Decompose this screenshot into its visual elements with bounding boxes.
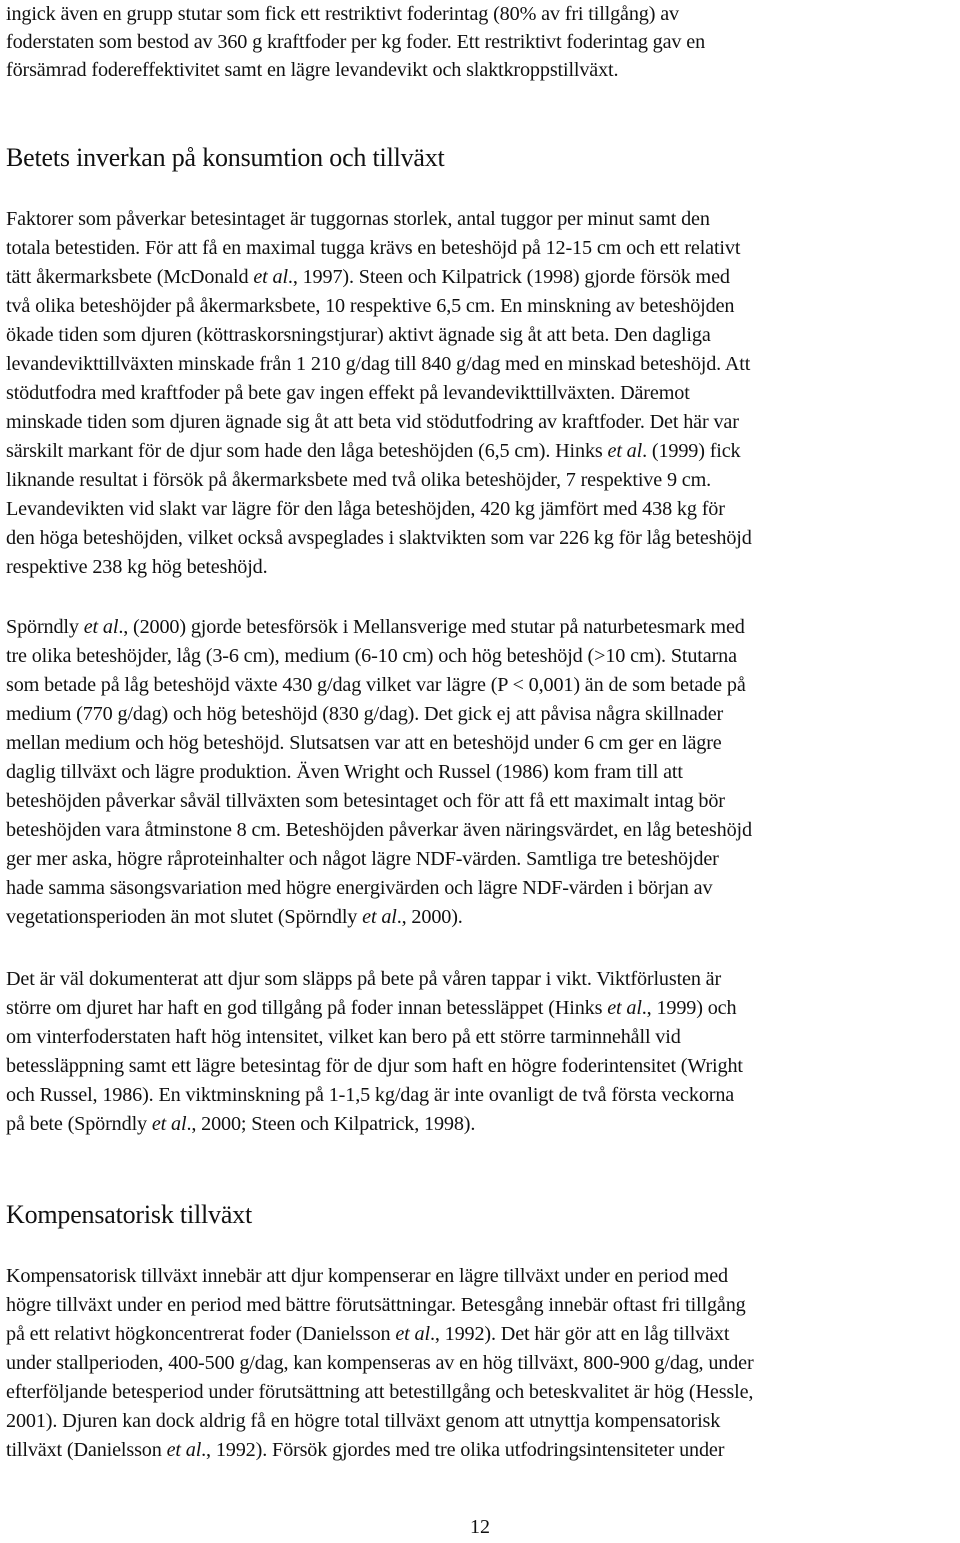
italic-run: et al [607, 440, 643, 462]
text-line [6, 1023, 681, 1052]
text-line [6, 234, 740, 263]
text-run: och Russel, 1986). En viktminskning på 1-1,5 kg/dag är inte ovanligt de två första veckorna [6, 1084, 735, 1106]
text-run: vegetationsperioden än mot slutet (Spörndly [6, 906, 363, 928]
text-line [6, 845, 719, 874]
text-line [6, 1052, 743, 1081]
text-run: betessläppning samt ett lägre betesintag för de djur som haft en högre foderintensitet (Wright [6, 1055, 743, 1077]
text-line [6, 1081, 734, 1110]
text-run: större om djuret har haft en god tillgång på foder innan betessläppet (Hinks [6, 997, 608, 1019]
text-run: Kompensatorisk tillväxt innebär att djur kompenserar en lägre tillväxt under en period med [6, 1265, 729, 1287]
text-run: om vinterfoderstaten haft hög intensitet, vilket kan bero på ett större tarminnehåll vid [6, 1026, 681, 1048]
text-line [6, 965, 721, 994]
text-line [6, 642, 737, 671]
text-run: totala betestiden. För att få en maximal tugga krävs en beteshöjd på 12-15 cm och ett relativt [6, 237, 741, 259]
text-line [6, 758, 683, 787]
text-run: som betade på låg beteshöjd växte 430 g/dag vilket var lägre (P < 0,001) än de som betade på [6, 674, 746, 696]
text-run: två olika beteshöjder på åkermarksbete, 10 respektive 6,5 cm. En minskning av beteshöjden [6, 295, 735, 317]
text-line [6, 1110, 475, 1139]
section-heading-betets-inverkan: Betets inverkan på konsumtion och tillväxt [6, 143, 445, 172]
text-run: ., 1992). Försök gjordes med tre olika utfodringsintensiteter under [201, 1439, 725, 1461]
text-line [6, 524, 752, 553]
text-line [6, 553, 268, 582]
text-line [6, 700, 723, 729]
text-run: medium (770 g/dag) och hög beteshöjd (830 g/dag). Det gick ej att påvisa några skillnader [6, 703, 724, 725]
text-run: särskilt markant för de djur som hade den låga beteshöjden (6,5 cm). Hinks [6, 440, 608, 462]
text-line [6, 205, 710, 234]
text-run: tre olika beteshöjder, låg (3-6 cm), medium (6-10 cm) och hög beteshöjd (>10 cm). Stutarna [6, 645, 737, 667]
text-run: Faktorer som påverkar betesintaget är tuggornas storlek, antal tuggor per minut samt den [6, 208, 710, 230]
italic-run: et al [166, 1439, 202, 1461]
text-run: levandevikttillväxten minskade från 1 210 g/dag till 840 g/dag med en minskad beteshöjd. Att [6, 353, 751, 375]
text-line [6, 263, 730, 292]
text-run: den höga beteshöjden, vilket också avspeglades i slaktvikten som var 226 kg för låg beteshöjd [6, 527, 752, 549]
text-line [6, 437, 741, 466]
text-line [6, 321, 711, 350]
text-run: stödutfodra med kraftfoder på bete gav ingen effekt på levandevikttillväxten. Däremot [6, 382, 690, 404]
text-line [6, 292, 734, 321]
text-run: hade samma säsongsvariation med högre energivärden och lägre NDF-värden i början av [6, 877, 713, 899]
text-run: ger mer aska, högre råproteinhalter och något lägre NDF-värden. Samtliga tre beteshöjder [6, 848, 719, 870]
text-run: ., 1997). Steen och Kilpatrick (1998) gjorde försök med [287, 266, 730, 288]
text-line [6, 1262, 728, 1291]
text-line [6, 1378, 753, 1407]
text-line [6, 994, 736, 1023]
text-run: Spörndly [6, 616, 84, 638]
intro-line-3: försämrad fodereffektivitet samt en lägre levandevikt och slaktkroppstillväxt. [6, 59, 619, 81]
page-number: 12 [470, 1516, 490, 1538]
text-line [6, 874, 712, 903]
text-run: 2001). Djuren kan dock aldrig få en högre total tillväxt genom att utnyttja kompensatorisk [6, 1410, 721, 1432]
italic-run: et al [607, 997, 642, 1019]
text-run: högre tillväxt under en period med bättre förutsättningar. Betesgång innebär oftast fri tillgång [6, 1294, 746, 1316]
italic-run: et al [253, 266, 288, 288]
italic-run: et al [83, 616, 119, 638]
text-run: ., 2000; Steen och Kilpatrick, 1998). [186, 1113, 476, 1135]
intro-line-2: foderstaten som bestod av 360 g kraftfoder per kg foder. Ett restriktivt foderintag gav en [6, 31, 706, 53]
text-run: ökade tiden som djuren (köttraskorsningstjurar) aktivt ägnade sig åt att beta. Den dagliga [6, 324, 711, 346]
text-line [6, 729, 722, 758]
text-line [6, 903, 463, 932]
text-run: ., 1999) och [641, 997, 737, 1019]
text-run: på bete (Spörndly [6, 1113, 152, 1135]
text-run: daglig tillväxt och lägre produktion. Även Wright och Russel (1986) kom fram till att [6, 761, 683, 783]
text-line [6, 1320, 729, 1349]
section-heading-kompensatorisk: Kompensatorisk tillväxt [6, 1200, 252, 1229]
italic-run: et al [151, 1113, 187, 1135]
text-run: Det är väl dokumenterat att djur som släpps på bete på våren tappar i vikt. Viktförlusten är [6, 968, 722, 990]
text-run: respektive 238 kg hög beteshöjd. [6, 556, 268, 578]
text-line [6, 1436, 724, 1465]
text-run: tillväxt (Danielsson [6, 1439, 167, 1461]
text-run: ., 2000). [396, 906, 463, 928]
text-run: beteshöjden påverkar såväl tillväxten som betesintaget och för att få ett maximalt intag bör [6, 790, 725, 812]
text-run: efterföljande betesperiod under förutsättning att betestillgång och beteskvalitet är hög (Hessle, [6, 1381, 754, 1403]
text-run: mellan medium och hög beteshöjd. Slutsatsen var att en beteshöjd under 6 cm ger en lägre [6, 732, 722, 754]
text-run: ., (2000) gjorde betesförsök i Mellansverige med stutar på naturbetesmark med [118, 616, 745, 638]
text-run: liknande resultat i försök på åkermarksbete med två olika beteshöjder, 7 respektive 9 cm. [6, 469, 712, 491]
text-line [6, 379, 690, 408]
text-run: . (1999) fick [642, 440, 741, 462]
italic-run: et al [395, 1323, 430, 1345]
text-run: ., 1992). Det här gör att en låg tillväxt [429, 1323, 730, 1345]
italic-run: et al [362, 906, 397, 928]
text-line [6, 1407, 720, 1436]
text-line [6, 350, 750, 379]
text-line [6, 1349, 754, 1378]
intro-line-1: ingick även en grupp stutar som fick ett restriktivt foderintag (80% av fri tillgång) av [6, 3, 679, 25]
text-line [6, 1291, 746, 1320]
text-run: under stallperioden, 400-500 g/dag, kan kompenseras av en hög tillväxt, 800-900 g/dag, under [6, 1352, 754, 1374]
text-run: minskade tiden som djuren ägnade sig åt att beta vid stödutfodring av kraftfoder. Det här var [6, 411, 739, 433]
text-line [6, 816, 752, 845]
text-line [6, 466, 711, 495]
text-line [6, 671, 746, 700]
text-run: Levandevikten vid slakt var lägre för den låga beteshöjden, 420 kg jämfört med 438 kg för [6, 498, 725, 520]
text-line [6, 408, 739, 437]
text-run: beteshöjden vara åtminstone 8 cm. Beteshöjden påverkar även näringsvärdet, en låg beteshöjd [6, 819, 752, 841]
text-line [6, 495, 725, 524]
text-run: tätt åkermarksbete (McDonald [6, 266, 254, 288]
text-line [6, 613, 745, 642]
text-run: på ett relativt högkoncentrerat foder (Danielsson [6, 1323, 396, 1345]
text-line [6, 787, 725, 816]
